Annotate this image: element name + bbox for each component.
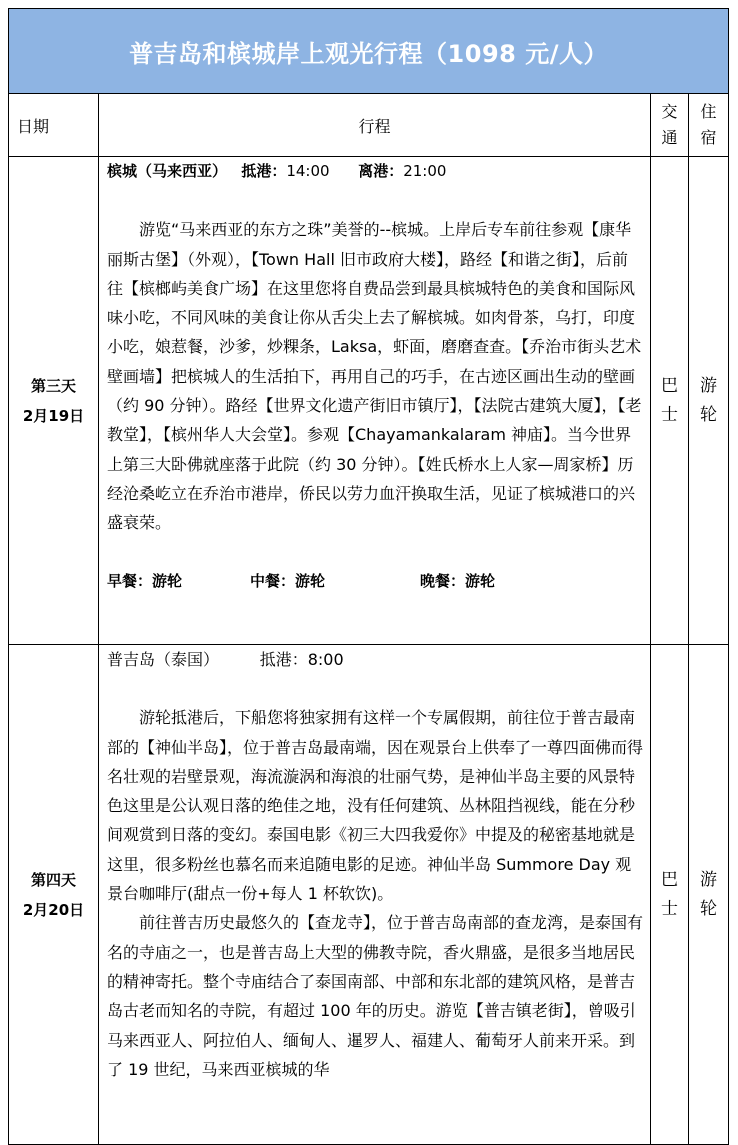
meals-line xyxy=(107,567,643,596)
day-row xyxy=(9,645,729,1145)
depart-time: 21:00 xyxy=(403,162,447,180)
arrive-label: 抵港： xyxy=(241,162,287,180)
arrive-time: 14:00 xyxy=(286,162,330,180)
transport-value: 巴士 xyxy=(661,375,678,425)
header-itinerary: 行程 xyxy=(99,94,651,157)
stay-cell xyxy=(689,157,729,645)
meal-dinner: 晚餐：游轮 xyxy=(420,571,496,590)
itinerary-cell xyxy=(99,645,651,1145)
day-label: 第三天 xyxy=(30,376,76,395)
transport-cell xyxy=(651,645,689,1145)
itinerary-paragraph: 游览“马来西亚的东方之珠”美誉的--槟城。上岸后专车前往参观【康华丽斯古堡】（外观），【Town Hall 旧市政府大楼】，路经【和谐之街】，后前往【槟榔屿美食广场】在这里您将自费品尝到最具槟城特色的美食和国际风味小吃，不同风味的美食让你从舌尖上去了解槟城。如肉骨茶，乌打，印度小吃，娘惹餐，沙爹，炒粿条，Laksa，虾面，磨磨查查。【乔治市街头艺术壁画墙】把槟城人的生活拍下，再用自己的巧手，在古迹区画出生动的壁画（约 90 分钟）。路经【世界文化遗产街旧市镇厅】，【法院古建筑大厦】，【老教堂】，【槟州华人大会堂】。参观【Chayamankalaram 神庙】。当今世界上第三大卧佛就座落于此院（约 30 分钟）。【姓氏桥水上人家—周家桥】历经沧桑屹立在乔治市港岸，侨民以劳力血汗换取生活，见证了槟城港口的兴盛衰荣。 xyxy=(107,220,642,533)
header-stay xyxy=(689,94,729,157)
day-cell xyxy=(9,645,99,1145)
header-transport xyxy=(651,94,689,157)
day-date: 2月19日 xyxy=(22,406,85,425)
header-stay-line2: 宿 xyxy=(700,128,717,147)
transport-cell xyxy=(651,157,689,645)
itinerary-cell xyxy=(99,157,651,645)
transport-value: 巴士 xyxy=(661,869,678,919)
meal-breakfast: 早餐：游轮 xyxy=(107,571,183,590)
itinerary-sheet xyxy=(8,8,728,1145)
itinerary-paragraph: 前往普吉历史最悠久的【查龙寺】，位于普吉岛南部的查龙湾，是泰国有名的寺庙之一，也是普吉岛上大型的佛教寺院，香火鼎盛，是很多当地居民的精神寄托。整个寺庙结合了泰国南部、中部和东北部的建筑风格，是普吉岛古老而知名的寺院，有超过 100 年的历史。游览【普吉镇老街】，曾吸引马来西亚人、阿拉伯人、缅甸人、暹罗人、福建人、葡萄牙人前来开采。到了 19 世纪，马来西亚槟城的华 xyxy=(107,913,644,1079)
header-stay-line1: 住 xyxy=(700,102,717,121)
day-date: 2月20日 xyxy=(22,900,85,919)
itinerary-table xyxy=(8,8,729,1145)
header-date: 日期 xyxy=(9,94,99,157)
stay-value: 游轮 xyxy=(700,869,718,919)
day-row xyxy=(9,157,729,645)
title-row xyxy=(9,9,729,94)
header-transport-line2: 通 xyxy=(661,128,678,147)
stay-cell xyxy=(689,645,729,1145)
depart-label: 离港： xyxy=(358,162,404,180)
arrive-label: 抵港： xyxy=(259,650,308,669)
title-cell xyxy=(9,9,729,94)
day-header-line xyxy=(107,645,643,674)
page-title: 普吉岛和槟城岸上观光行程（1098 元/人） xyxy=(129,39,608,68)
meal-lunch: 中餐：游轮 xyxy=(250,571,326,590)
day-header-line xyxy=(107,157,643,186)
day-location: 槟城（马来西亚） xyxy=(107,162,228,180)
header-row xyxy=(9,94,729,157)
stay-value: 游轮 xyxy=(700,375,718,425)
arrive-time: 8:00 xyxy=(307,650,344,669)
day-cell xyxy=(9,157,99,645)
day-label: 第四天 xyxy=(30,870,76,889)
itinerary-paragraph: 游轮抵港后，下船您将独家拥有这样一个专属假期，前往位于普吉最南部的【神仙半岛】，位于普吉岛最南端，因在观景台上供奉了一尊四面佛而得名壮观的岩壁景观，海流漩涡和海浪的壮丽气势，是神仙半岛主要的风景特色这里是公认观日落的绝佳之地，没有任何建筑、丛林阻挡视线，能在分秒间观赏到日落的变幻。泰国电影《初三大四我爱你》中提及的秘密基地就是这里，很多粉丝也慕名而来追随电影的足迹。神仙半岛 Summore Day 观景台咖啡厅(甜点一份+每人 1 杯软饮)。 xyxy=(107,708,644,904)
day-location: 普吉岛（泰国） xyxy=(107,650,220,669)
header-transport-line1: 交 xyxy=(661,102,678,121)
